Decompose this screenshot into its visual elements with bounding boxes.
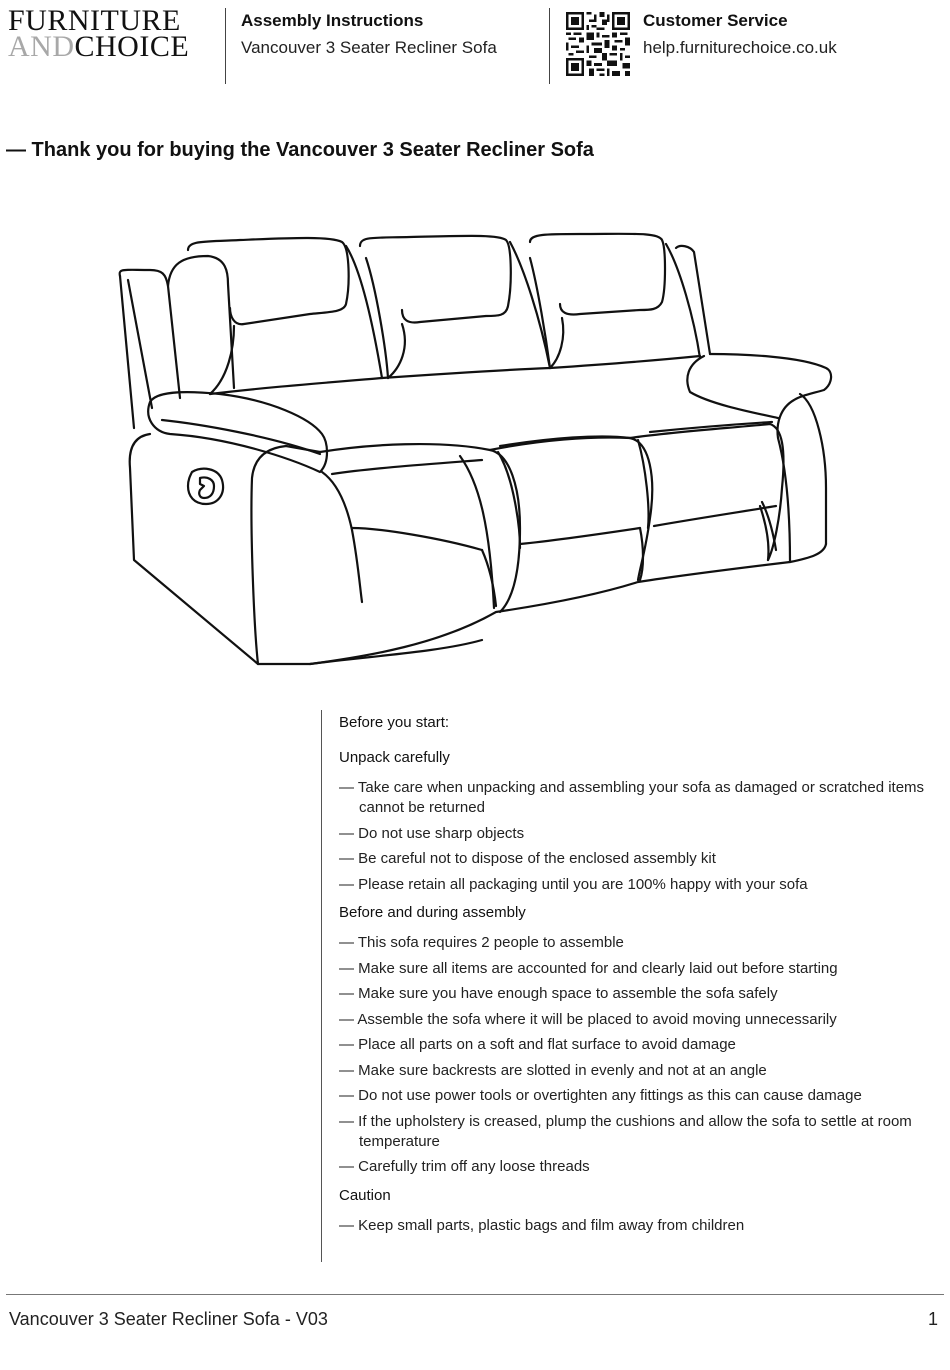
list-item: — Make sure all items are accounted for and clearly laid out before starting: [339, 959, 838, 977]
qr-code-icon: [566, 12, 630, 76]
section-title-unpack: Unpack carefully: [339, 749, 450, 766]
list-item: — Take care when unpacking and assembling your sofa as damaged or scratched items cannot be returned: [339, 779, 925, 816]
logo-line-furniture: FURNITURE: [8, 4, 181, 37]
list-item: — Please retain all packaging until you are 100% happy with your sofa: [339, 875, 808, 893]
assembly-instructions-title: Assembly Instructions: [241, 11, 424, 30]
header-divider-2: [549, 8, 550, 84]
list-item: — Carefully trim off any loose threads: [339, 1158, 590, 1175]
list-item: — Make sure backrests are slotted in evenly and not at an angle: [339, 1061, 767, 1079]
logo-word-choice: CHOICE: [74, 30, 190, 63]
customer-service-url[interactable]: help.furniturechoice.co.uk: [643, 38, 837, 57]
page-number: 1: [927, 1309, 938, 1329]
list-item: — Assemble the sofa where it will be placed to avoid moving unnecessarily: [339, 1010, 837, 1028]
header-divider-1: [225, 8, 226, 84]
instructions-content: [321, 710, 931, 1262]
footer-document-name: Vancouver 3 Seater Recliner Sofa - V03: [9, 1309, 328, 1329]
customer-service-title: Customer Service: [643, 11, 788, 30]
brand-logo: [8, 4, 208, 63]
page-heading: — Thank you for buying the Vancouver 3 Seater Recliner Sofa: [6, 139, 594, 161]
list-item: — Do not use power tools or overtighten any fittings as this can cause damage: [339, 1087, 862, 1104]
list-item: — Make sure you have enough space to assemble the sofa safely: [339, 985, 778, 1002]
list-item: — This sofa requires 2 people to assemble: [339, 934, 624, 951]
section-title-assembly: Before and during assembly: [339, 904, 526, 921]
before-you-start-label: Before you start:: [339, 714, 450, 731]
list-item: — Be careful not to dispose of the enclosed assembly kit: [339, 850, 716, 867]
logo-line-and-choice: [8, 30, 208, 63]
list-item: — If the upholstery is creased, plump the cushions and allow the sofa to settle at room temperature: [339, 1112, 912, 1150]
footer-divider: [6, 1294, 944, 1295]
sofa-illustration: [110, 228, 840, 673]
section-title-caution: Caution: [339, 1186, 391, 1204]
list-item: — Do not use sharp objects: [339, 824, 525, 842]
product-name: Vancouver 3 Seater Recliner Sofa: [241, 38, 497, 57]
logo-word-and: AND: [8, 30, 75, 63]
list-item: — Place all parts on a soft and flat surface to avoid damage: [339, 1036, 736, 1053]
list-item: — Keep small parts, plastic bags and film away from children: [339, 1216, 745, 1234]
